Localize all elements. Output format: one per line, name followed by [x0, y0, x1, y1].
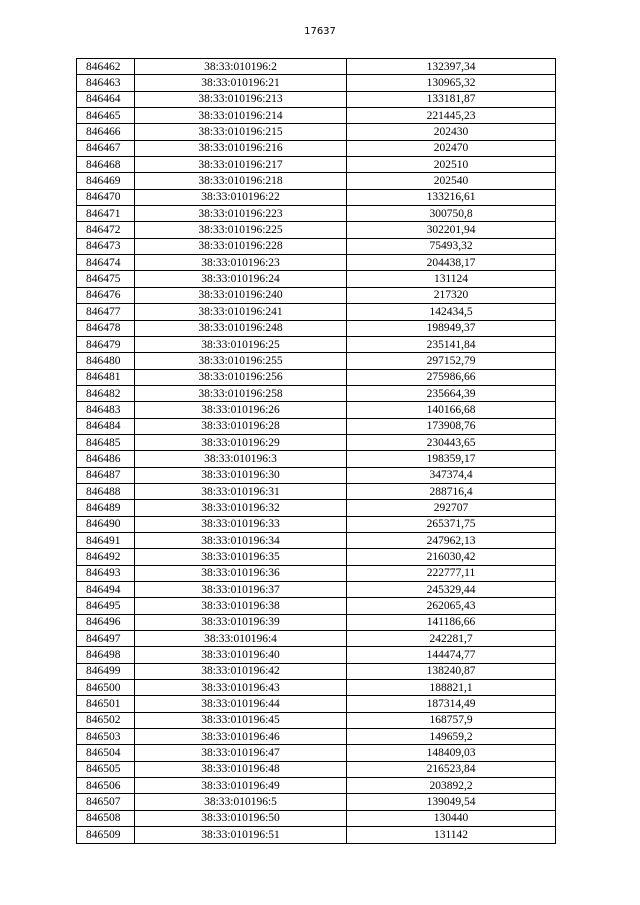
- table-row: [77, 483, 556, 499]
- value-cell: 245329,44: [347, 582, 556, 598]
- value-cell: 130965,32: [347, 75, 556, 91]
- cadastral-number-cell: 38:33:010196:255: [135, 353, 347, 369]
- cadastral-number-cell: 38:33:010196:36: [135, 565, 347, 581]
- record-number-cell: 846507: [77, 794, 135, 810]
- table-row: [77, 75, 556, 91]
- table-row: [77, 91, 556, 107]
- record-number-cell: 846503: [77, 729, 135, 745]
- value-cell: 202470: [347, 140, 556, 156]
- value-cell: 188821,1: [347, 680, 556, 696]
- cadastral-number-cell: 38:33:010196:248: [135, 320, 347, 336]
- cadastral-number-cell: 38:33:010196:223: [135, 206, 347, 222]
- record-number-cell: 846489: [77, 500, 135, 516]
- cadastral-number-cell: 38:33:010196:34: [135, 532, 347, 548]
- value-cell: 130440: [347, 810, 556, 826]
- value-cell: 297152,79: [347, 353, 556, 369]
- cadastral-number-cell: 38:33:010196:49: [135, 778, 347, 794]
- record-number-cell: 846464: [77, 91, 135, 107]
- record-number-cell: 846494: [77, 582, 135, 598]
- value-cell: 203892,2: [347, 778, 556, 794]
- record-number-cell: 846480: [77, 353, 135, 369]
- cadastral-number-cell: 38:33:010196:46: [135, 729, 347, 745]
- value-cell: 300750,8: [347, 206, 556, 222]
- value-cell: 140166,68: [347, 402, 556, 418]
- table-row: [77, 173, 556, 189]
- record-number-cell: 846496: [77, 614, 135, 630]
- record-number-cell: 846472: [77, 222, 135, 238]
- page-number: 17637: [304, 26, 336, 37]
- table-row: [77, 320, 556, 336]
- table-row: [77, 712, 556, 728]
- value-cell: 149659,2: [347, 729, 556, 745]
- cadastral-number-cell: 38:33:010196:214: [135, 108, 347, 124]
- value-cell: 262065,43: [347, 598, 556, 614]
- value-cell: 302201,94: [347, 222, 556, 238]
- table-row: [77, 761, 556, 777]
- cadastral-number-cell: 38:33:010196:218: [135, 173, 347, 189]
- value-cell: 131142: [347, 827, 556, 843]
- record-number-cell: 846466: [77, 124, 135, 140]
- table-row: [77, 565, 556, 581]
- value-cell: 141186,66: [347, 614, 556, 630]
- record-number-cell: 846501: [77, 696, 135, 712]
- value-cell: 139049,54: [347, 794, 556, 810]
- value-cell: 132397,34: [347, 59, 556, 75]
- table-row: [77, 434, 556, 450]
- value-cell: 133181,87: [347, 91, 556, 107]
- table-row: [77, 647, 556, 663]
- value-cell: 202540: [347, 173, 556, 189]
- value-cell: 217320: [347, 287, 556, 303]
- table-row: [77, 582, 556, 598]
- record-number-cell: 846481: [77, 369, 135, 385]
- record-number-cell: 846483: [77, 402, 135, 418]
- value-cell: 347374,4: [347, 467, 556, 483]
- value-cell: 148409,03: [347, 745, 556, 761]
- table-row: [77, 663, 556, 679]
- value-cell: 222777,11: [347, 565, 556, 581]
- cadastral-number-cell: 38:33:010196:45: [135, 712, 347, 728]
- cadastral-number-cell: 38:33:010196:241: [135, 304, 347, 320]
- table-row: [77, 255, 556, 271]
- table-row: [77, 271, 556, 287]
- table-row: [77, 222, 556, 238]
- value-cell: 221445,23: [347, 108, 556, 124]
- cadastral-number-cell: 38:33:010196:2: [135, 59, 347, 75]
- record-number-cell: 846486: [77, 451, 135, 467]
- value-cell: 247962,13: [347, 532, 556, 548]
- cadastral-number-cell: 38:33:010196:258: [135, 385, 347, 401]
- value-cell: 216523,84: [347, 761, 556, 777]
- record-number-cell: 846509: [77, 827, 135, 843]
- record-number-cell: 846499: [77, 663, 135, 679]
- record-number-cell: 846465: [77, 108, 135, 124]
- cadastral-number-cell: 38:33:010196:23: [135, 255, 347, 271]
- record-number-cell: 846468: [77, 157, 135, 173]
- cadastral-number-cell: 38:33:010196:47: [135, 745, 347, 761]
- record-number-cell: 846488: [77, 483, 135, 499]
- record-number-cell: 846479: [77, 336, 135, 352]
- record-number-cell: 846506: [77, 778, 135, 794]
- table-row: [77, 369, 556, 385]
- value-cell: 204438,17: [347, 255, 556, 271]
- value-cell: 144474,77: [347, 647, 556, 663]
- value-cell: 168757,9: [347, 712, 556, 728]
- record-number-cell: 846504: [77, 745, 135, 761]
- table-row: [77, 614, 556, 630]
- cadastral-number-cell: 38:33:010196:43: [135, 680, 347, 696]
- table-body: [77, 59, 556, 844]
- cadastral-number-cell: 38:33:010196:215: [135, 124, 347, 140]
- value-cell: 75493,32: [347, 238, 556, 254]
- value-cell: 202510: [347, 157, 556, 173]
- value-cell: 235141,84: [347, 336, 556, 352]
- cadastral-number-cell: 38:33:010196:29: [135, 434, 347, 450]
- table-row: [77, 206, 556, 222]
- cadastral-number-cell: 38:33:010196:30: [135, 467, 347, 483]
- value-cell: 138240,87: [347, 663, 556, 679]
- record-number-cell: 846490: [77, 516, 135, 532]
- record-number-cell: 846470: [77, 189, 135, 205]
- table-row: [77, 124, 556, 140]
- cadastral-number-cell: 38:33:010196:35: [135, 549, 347, 565]
- record-number-cell: 846475: [77, 271, 135, 287]
- value-cell: 131124: [347, 271, 556, 287]
- cadastral-number-cell: 38:33:010196:21: [135, 75, 347, 91]
- cadastral-number-cell: 38:33:010196:31: [135, 483, 347, 499]
- record-number-cell: 846508: [77, 810, 135, 826]
- table-row: [77, 59, 556, 75]
- table-row: [77, 696, 556, 712]
- value-cell: 133216,61: [347, 189, 556, 205]
- cadastral-number-cell: 38:33:010196:216: [135, 140, 347, 156]
- record-number-cell: 846505: [77, 761, 135, 777]
- record-number-cell: 846477: [77, 304, 135, 320]
- value-cell: 292707: [347, 500, 556, 516]
- record-number-cell: 846500: [77, 680, 135, 696]
- table-row: [77, 827, 556, 843]
- table-row: [77, 745, 556, 761]
- cadastral-number-cell: 38:33:010196:38: [135, 598, 347, 614]
- cadastral-number-cell: 38:33:010196:48: [135, 761, 347, 777]
- cadastral-number-cell: 38:33:010196:28: [135, 418, 347, 434]
- cadastral-number-cell: 38:33:010196:40: [135, 647, 347, 663]
- value-cell: 242281,7: [347, 631, 556, 647]
- cadastral-number-cell: 38:33:010196:44: [135, 696, 347, 712]
- cadastral-number-cell: 38:33:010196:50: [135, 810, 347, 826]
- table-row: [77, 287, 556, 303]
- cadastral-number-cell: 38:33:010196:51: [135, 827, 347, 843]
- record-number-cell: 846473: [77, 238, 135, 254]
- value-cell: 275986,66: [347, 369, 556, 385]
- record-number-cell: 846495: [77, 598, 135, 614]
- record-number-cell: 846493: [77, 565, 135, 581]
- cadastral-value-table: [76, 58, 556, 844]
- table-row: [77, 598, 556, 614]
- record-number-cell: 846469: [77, 173, 135, 189]
- value-cell: 142434,5: [347, 304, 556, 320]
- table-row: [77, 467, 556, 483]
- record-number-cell: 846485: [77, 434, 135, 450]
- table-row: [77, 238, 556, 254]
- cadastral-number-cell: 38:33:010196:4: [135, 631, 347, 647]
- record-number-cell: 846492: [77, 549, 135, 565]
- value-cell: 265371,75: [347, 516, 556, 532]
- table-row: [77, 778, 556, 794]
- cadastral-number-cell: 38:33:010196:39: [135, 614, 347, 630]
- cadastral-number-cell: 38:33:010196:22: [135, 189, 347, 205]
- cadastral-number-cell: 38:33:010196:3: [135, 451, 347, 467]
- value-cell: 187314,49: [347, 696, 556, 712]
- record-number-cell: 846482: [77, 385, 135, 401]
- cadastral-number-cell: 38:33:010196:37: [135, 582, 347, 598]
- record-number-cell: 846487: [77, 467, 135, 483]
- value-cell: 230443,65: [347, 434, 556, 450]
- value-cell: 173908,76: [347, 418, 556, 434]
- table-row: [77, 108, 556, 124]
- value-cell: 288716,4: [347, 483, 556, 499]
- cadastral-number-cell: 38:33:010196:26: [135, 402, 347, 418]
- cadastral-number-cell: 38:33:010196:33: [135, 516, 347, 532]
- table-row: [77, 500, 556, 516]
- table-row: [77, 418, 556, 434]
- cadastral-number-cell: 38:33:010196:217: [135, 157, 347, 173]
- record-number-cell: 846476: [77, 287, 135, 303]
- table-row: [77, 385, 556, 401]
- table-row: [77, 140, 556, 156]
- table-row: [77, 157, 556, 173]
- record-number-cell: 846497: [77, 631, 135, 647]
- record-number-cell: 846478: [77, 320, 135, 336]
- table-row: [77, 794, 556, 810]
- cadastral-number-cell: 38:33:010196:25: [135, 336, 347, 352]
- table-row: [77, 451, 556, 467]
- record-number-cell: 846502: [77, 712, 135, 728]
- table-row: [77, 336, 556, 352]
- table-row: [77, 304, 556, 320]
- cadastral-number-cell: 38:33:010196:32: [135, 500, 347, 516]
- cadastral-number-cell: 38:33:010196:228: [135, 238, 347, 254]
- cadastral-number-cell: 38:33:010196:42: [135, 663, 347, 679]
- table-row: [77, 729, 556, 745]
- table-row: [77, 810, 556, 826]
- cadastral-number-cell: 38:33:010196:213: [135, 91, 347, 107]
- value-cell: 198949,37: [347, 320, 556, 336]
- cadastral-number-cell: 38:33:010196:24: [135, 271, 347, 287]
- value-cell: 235664,39: [347, 385, 556, 401]
- value-cell: 202430: [347, 124, 556, 140]
- cadastral-number-cell: 38:33:010196:5: [135, 794, 347, 810]
- record-number-cell: 846491: [77, 532, 135, 548]
- table-row: [77, 402, 556, 418]
- table-row: [77, 189, 556, 205]
- table-row: [77, 680, 556, 696]
- table-row: [77, 516, 556, 532]
- cadastral-number-cell: 38:33:010196:256: [135, 369, 347, 385]
- table-row: [77, 353, 556, 369]
- record-number-cell: 846462: [77, 59, 135, 75]
- value-cell: 216030,42: [347, 549, 556, 565]
- record-number-cell: 846467: [77, 140, 135, 156]
- table-row: [77, 631, 556, 647]
- value-cell: 198359,17: [347, 451, 556, 467]
- record-number-cell: 846484: [77, 418, 135, 434]
- cadastral-number-cell: 38:33:010196:225: [135, 222, 347, 238]
- cadastral-number-cell: 38:33:010196:240: [135, 287, 347, 303]
- record-number-cell: 846474: [77, 255, 135, 271]
- record-number-cell: 846471: [77, 206, 135, 222]
- record-number-cell: 846498: [77, 647, 135, 663]
- record-number-cell: 846463: [77, 75, 135, 91]
- table-row: [77, 532, 556, 548]
- table-row: [77, 549, 556, 565]
